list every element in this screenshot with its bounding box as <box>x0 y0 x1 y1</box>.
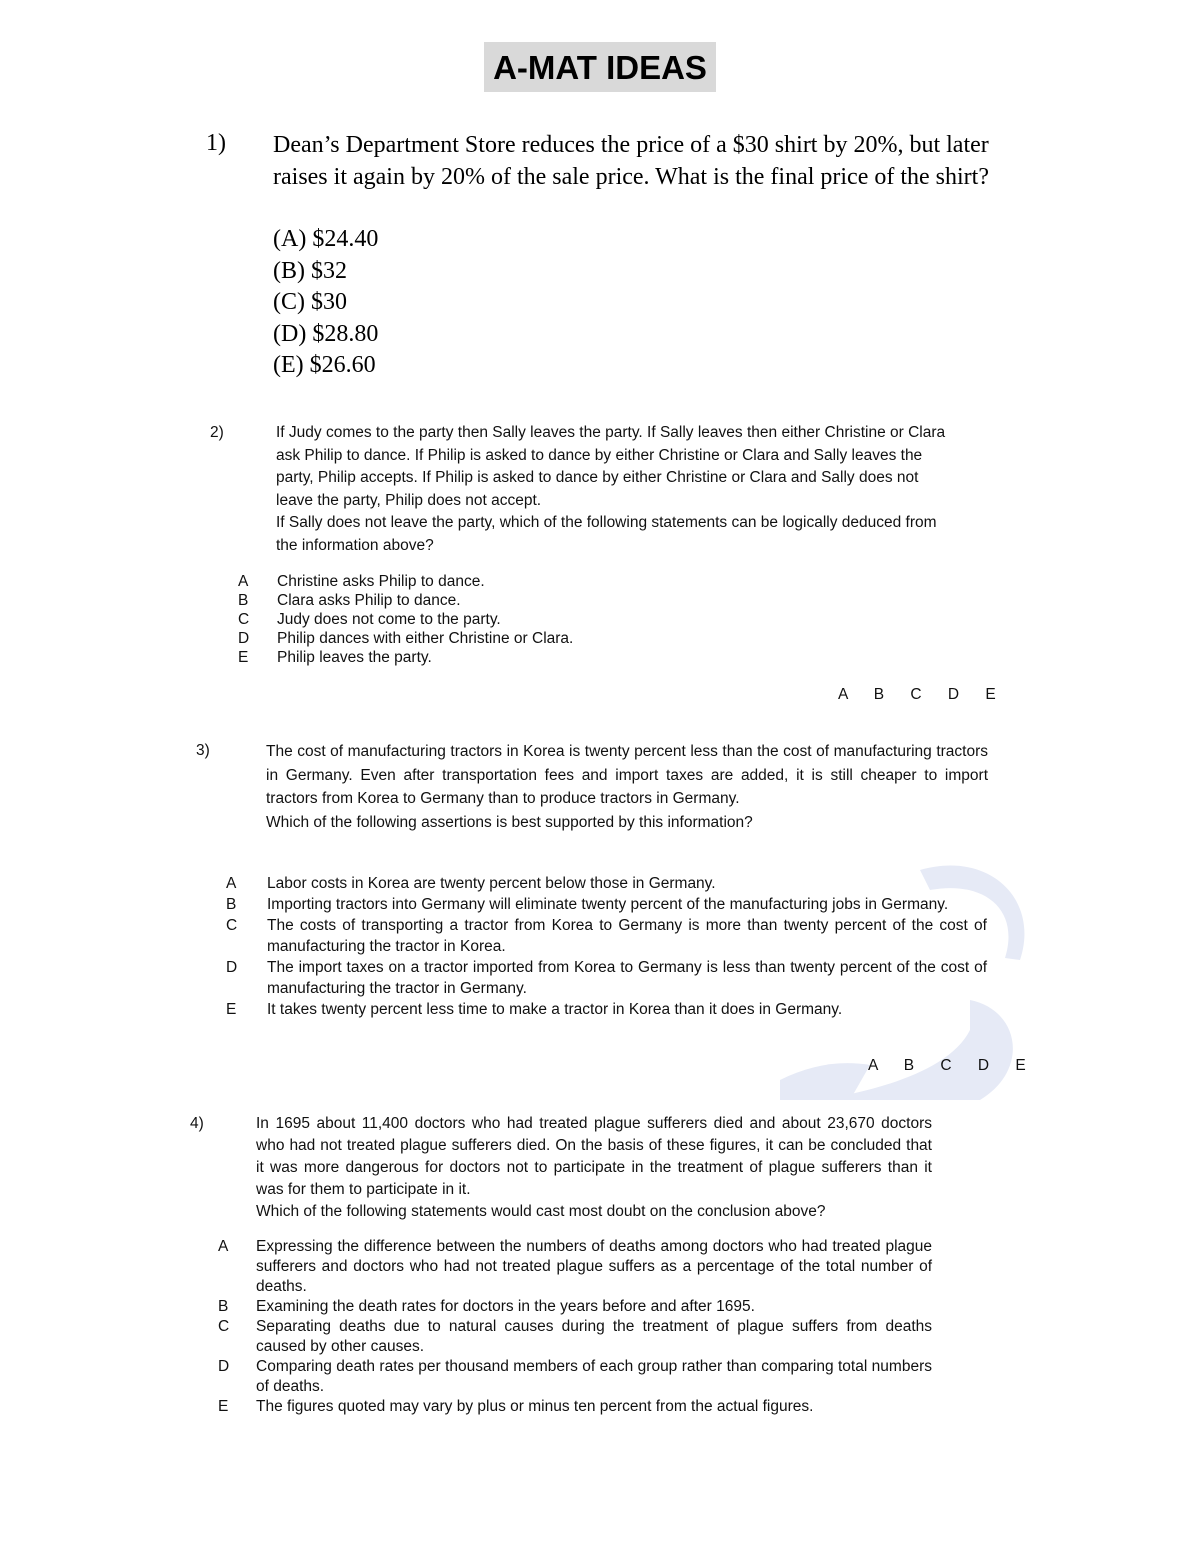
option-row <box>226 999 987 1020</box>
option-b: (B) $32 <box>273 257 347 284</box>
option-row <box>238 648 573 667</box>
question-1-number: 1) <box>206 130 226 156</box>
option-text: Importing tractors into Germany will eliminate twenty percent of the manufacturing jobs in Germany. <box>267 896 949 913</box>
option-c: (C) $30 <box>273 289 347 315</box>
question-4-stem: In 1695 about 11,400 doctors who had treated plague sufferers died and about 23,670 doctors who had not treated plague sufferers died. On the basis of these figures, it can be concluded that it was more dangerous for doctors not to participate in the treatment of plague sufferers than it was for them to participate in it. <box>256 1115 932 1198</box>
option-letter: E <box>226 1001 237 1018</box>
option-letter: C <box>238 611 250 628</box>
option-letter: C <box>226 917 238 934</box>
option-text: Philip dances with either Christine or Clara. <box>277 630 574 647</box>
option-text: Examining the death rates for doctors in the years before and after 1695. <box>256 1298 755 1315</box>
answer-letters: A B C D E <box>838 686 1007 703</box>
answer-letters: A B C D E <box>868 1057 1037 1074</box>
question-3-block <box>266 740 988 834</box>
option-letter: B <box>218 1298 229 1315</box>
option-row <box>238 572 573 591</box>
question-3-prompt: Which of the following assertions is best supported by this information? <box>266 813 753 831</box>
option-row <box>226 915 987 957</box>
option-letter: A <box>218 1238 229 1255</box>
option-row <box>218 1357 932 1397</box>
question-4-prompt: Which of the following statements would cast most doubt on the conclusion above? <box>256 1203 826 1220</box>
option-text: Judy does not come to the party. <box>277 611 501 628</box>
option-row <box>238 610 573 629</box>
question-3-stem: The cost of manufacturing tractors in Korea is twenty percent less than the cost of manufacturing tractors in Germany. Even after transportation fees and import taxes are added, it is still cheaper to import tractors from Korea to Germany than to produce tractors in Germany. <box>266 743 988 807</box>
option-row <box>218 1297 932 1317</box>
option-d: (D) $28.80 <box>273 320 379 347</box>
option-a: (A) $24.40 <box>273 226 379 252</box>
question-2-number: 2) <box>210 424 224 441</box>
option-letter: A <box>226 875 237 892</box>
option-text: Labor costs in Korea are twenty percent below those in Germany. <box>267 875 716 892</box>
question-3-options <box>226 873 987 1020</box>
option-letter: D <box>218 1358 230 1375</box>
option-text: The figures quoted may vary by plus or minus ten percent from the actual figures. <box>256 1398 814 1415</box>
option-row <box>238 629 573 648</box>
option-row <box>238 591 573 610</box>
option-text: The import taxes on a tractor imported from Korea to Germany is less than twenty percent of the cost of manufacturing the tractor in Germany. <box>267 959 987 997</box>
option-row <box>218 1237 932 1297</box>
option-text: Expressing the difference between the numbers of deaths among doctors who had treated plague sufferers and doctors who had not treated plague suffers as a percentage of the total number of deaths. <box>256 1238 932 1295</box>
option-letter: D <box>226 959 238 976</box>
question-4-block <box>256 1113 932 1223</box>
question-2-stem: If Judy comes to the party then Sally leaves the party. If Sally leaves then either Christine or Clara ask Philip to dance. If Philip is asked to dance by either Christine or Clara and Sally leaves the party, Philip accepts. If Philip is asked to dance by either Christine or Clara and Sally does not leave the party, Philip does not accept. <box>276 424 946 509</box>
page-title: A-MAT IDEAS <box>484 42 716 92</box>
option-text: Christine asks Philip to dance. <box>277 573 485 590</box>
option-text: Clara asks Philip to dance. <box>277 592 461 609</box>
option-letter: E <box>238 649 249 666</box>
option-e: (E) $26.60 <box>273 352 376 378</box>
question-2-options <box>238 572 573 667</box>
option-row <box>218 1397 932 1417</box>
option-letter: C <box>218 1318 230 1335</box>
option-letter: B <box>226 896 237 913</box>
question-2-prompt: If Sally does not leave the party, which of the following statements can be logically deduced from the information above? <box>276 514 937 554</box>
option-text: It takes twenty percent less time to make a tractor in Korea than it does in Germany. <box>267 1001 843 1018</box>
option-row <box>218 1317 932 1357</box>
question-1-stem: Dean’s Department Store reduces the price of a $30 shirt by 20%, but later raises it again by 20% of the sale price. What is the final price of the shirt? <box>273 132 989 190</box>
option-row <box>226 894 987 915</box>
option-letter: E <box>218 1398 229 1415</box>
question-3-number: 3) <box>196 742 210 759</box>
question-2-block <box>276 422 956 557</box>
option-letter: A <box>238 573 249 590</box>
option-letter: D <box>238 630 250 647</box>
question-1-options <box>273 224 378 382</box>
option-letter: B <box>238 592 249 609</box>
question-4-options <box>218 1237 932 1417</box>
option-text: The costs of transporting a tractor from Korea to Germany is more than twenty percent of the cost of manufacturing the tractor in Korea. <box>267 917 987 955</box>
option-text: Comparing death rates per thousand members of each group rather than comparing total numbers of deaths. <box>256 1358 932 1395</box>
question-4-number: 4) <box>190 1115 204 1132</box>
option-text: Separating deaths due to natural causes during the treatment of plague suffers from deaths caused by other causes. <box>256 1318 932 1355</box>
option-row <box>226 957 987 999</box>
option-text: Philip leaves the party. <box>277 649 432 666</box>
option-row <box>226 873 987 894</box>
